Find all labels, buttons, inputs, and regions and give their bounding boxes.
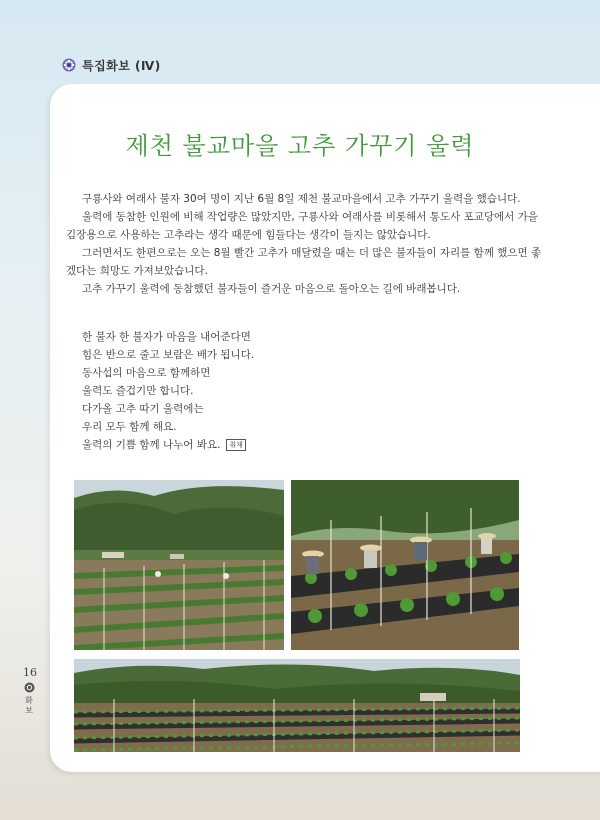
poem-line: 다가올 고추 따기 울력에는 (82, 403, 204, 415)
section-title: 특집화보 (Ⅳ) (82, 58, 161, 73)
dharma-wheel-icon (24, 682, 35, 693)
section-header (62, 56, 161, 74)
paragraph: 울력에 동참한 인원에 비해 작업량은 많았지만, 구룡사와 여래사를 비롯해서 통도사 포교당에서 가을김장용으로 사용하는 고추라는 생각 때문에 힘들다는 생각이 들지는 않았습니다. (66, 211, 538, 241)
poem-line-text: 울력의 기쁨 함께 나누어 봐요. (82, 439, 221, 451)
dharma-flower-icon (62, 58, 76, 72)
end-mark: 취재 (226, 439, 246, 451)
poem-line: 동사섭의 마음으로 함께하면 (82, 367, 211, 379)
poem-line: 한 불자 한 불자가 마음을 내어준다면 (82, 331, 251, 343)
poem-line: 울력도 즐겁기만 합니다. (82, 385, 194, 397)
page-label-char: 화 (25, 696, 33, 705)
poem (82, 328, 254, 454)
paragraph: 그러면서도 한편으로는 오는 8월 빨간 고추가 매달렸을 때는 더 많은 불자들이 자리를 함께 했으면 좋겠다는 희망도 가져보았습니다. (66, 247, 542, 277)
page-number: 16 (23, 666, 37, 679)
poem-line-last (82, 436, 254, 454)
article-title: 제천 불교마을 고추 가꾸기 울력 (125, 132, 475, 160)
paragraph: 구룡사와 여래사 불자 30여 명이 지난 6월 8일 제천 불교마을에서 고추 가꾸기 울력을 했습니다. (82, 193, 521, 205)
poem-line: 힘은 반으로 줄고 보람은 배가 됩니다. (82, 349, 255, 361)
poem-line: 우리 모두 함께 해요. (82, 421, 177, 433)
article-body (66, 190, 542, 298)
page-label-char: 보 (25, 706, 33, 715)
page-label (23, 696, 35, 716)
pepper-field-valley-photo (74, 480, 284, 650)
paragraph: 고추 가꾸기 울력에 동참했던 불자들이 즐거운 마음으로 돌아오는 길에 바래봅니다. (82, 283, 461, 295)
pepper-field-panorama-photo (74, 659, 520, 752)
volunteers-planting-photo (291, 480, 519, 650)
